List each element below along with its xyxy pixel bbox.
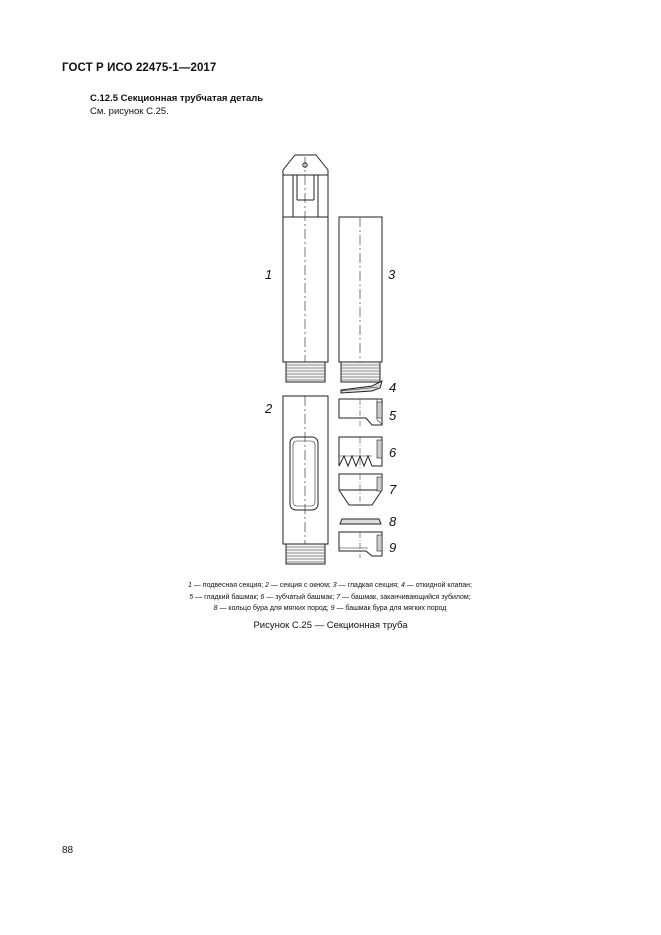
part-label-1: 1 (265, 267, 273, 282)
part-label-3: 3 (388, 267, 396, 282)
legend-text: — гладкий башмак; (193, 593, 261, 601)
legend-num: 9 (330, 605, 335, 612)
soft-ground-shoe-drawing (339, 532, 382, 558)
legend-num: 6 (260, 593, 265, 601)
legend-text: — башмак, заканчивающийся зубилом; (340, 593, 471, 601)
legend-num: 8 (213, 605, 218, 612)
legend-line-2 (189, 594, 470, 601)
legend-text: — зубчатый башмак; (264, 593, 337, 601)
legend-text: — башмак бура для мягких пород (334, 605, 447, 612)
legend-num: 7 (336, 593, 341, 601)
figure-caption: Рисунок С.25 — Секционная труба (253, 620, 408, 631)
legend-num: 5 (189, 593, 194, 601)
figure-legend (90, 580, 570, 615)
part-label-7: 7 (389, 482, 397, 497)
legend-text: — секция с окном; (268, 582, 333, 589)
legend-text: — гладкая секция; (336, 582, 401, 589)
section-title: С.12.5 Секционная трубчатая деталь (90, 93, 264, 104)
part-label-2: 2 (265, 401, 273, 416)
smooth-section-drawing (339, 217, 382, 382)
legend-text: — откидной клапан; (404, 582, 472, 589)
part-label-6: 6 (389, 445, 397, 460)
legend-line-3 (214, 605, 447, 612)
legend-text: — подвесная секция; (191, 582, 265, 589)
hanging-section-drawing (283, 155, 328, 382)
toothed-shoe-drawing (339, 437, 382, 468)
section-reference: См. рисунок С.25. (90, 106, 169, 117)
legend-num: 3 (332, 582, 337, 589)
page-number: 88 (62, 845, 74, 856)
chisel-shoe-drawing (339, 474, 382, 507)
part-label-4: 4 (389, 380, 397, 395)
flap-valve-drawing (341, 381, 382, 393)
soft-ground-ring-drawing (340, 519, 381, 524)
legend-num: 1 (188, 582, 192, 589)
smooth-shoe-drawing (339, 399, 382, 426)
part-label-9: 9 (389, 540, 397, 555)
legend-num: 2 (265, 582, 269, 589)
legend-text: — кольцо бура для мягких пород; (217, 605, 331, 612)
part-label-8: 8 (389, 514, 397, 529)
part-label-5: 5 (389, 408, 397, 423)
document-header: ГОСТ Р ИСО 22475-1—2017 (62, 62, 217, 74)
legend-line-1 (188, 582, 472, 589)
legend-num: 4 (400, 582, 405, 589)
window-section-drawing (283, 396, 328, 564)
